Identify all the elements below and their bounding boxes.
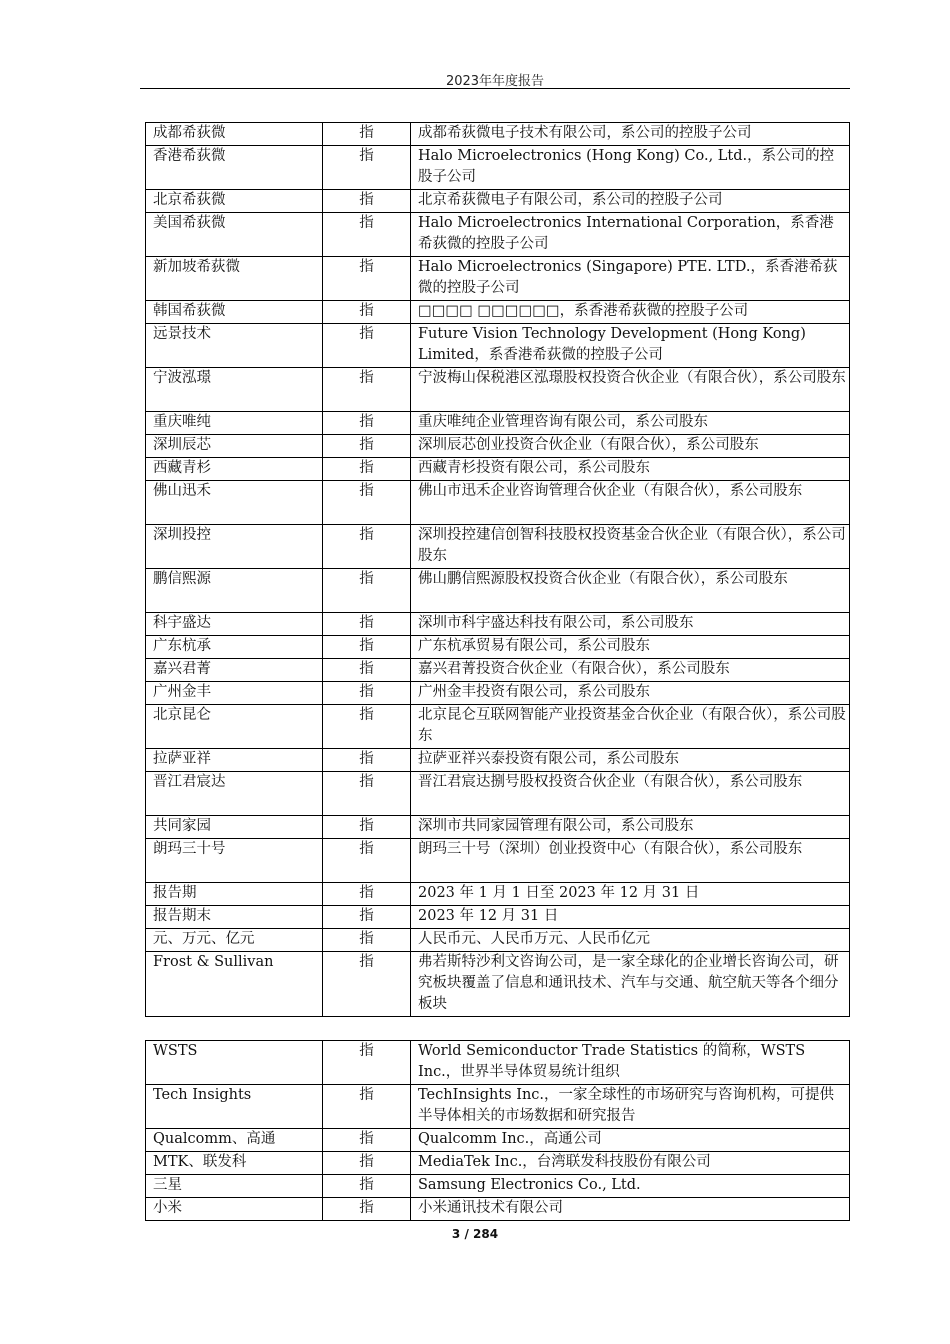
definition-cell: 北京昆仑互联网智能产业投资基金合伙企业（有限合伙），系公司股东 bbox=[411, 705, 850, 749]
term-cell: WSTS bbox=[146, 1041, 323, 1085]
refers-to-cell: 指 bbox=[323, 682, 411, 705]
term-cell: 深圳辰芯 bbox=[146, 435, 323, 458]
refers-to-cell: 指 bbox=[323, 123, 411, 146]
definition-cell: 北京希荻微电子有限公司，系公司的控股子公司 bbox=[411, 190, 850, 213]
table-row bbox=[146, 257, 850, 301]
table-row bbox=[146, 190, 850, 213]
table-row bbox=[146, 525, 850, 569]
refers-to-cell: 指 bbox=[323, 213, 411, 257]
definition-cell: 朗玛三十号（深圳）创业投资中心（有限合伙），系公司股东 bbox=[411, 839, 850, 883]
refers-to-cell: 指 bbox=[323, 1129, 411, 1152]
term-cell: 报告期 bbox=[146, 883, 323, 906]
table-row bbox=[146, 659, 850, 682]
table-row bbox=[146, 569, 850, 613]
definition-cell: 成都希荻微电子技术有限公司，系公司的控股子公司 bbox=[411, 123, 850, 146]
term-cell: Frost & Sullivan bbox=[146, 952, 323, 1017]
definition-cell: MediaTek Inc.，台湾联发科技股份有限公司 bbox=[411, 1152, 850, 1175]
definition-cell: 2023 年 12 月 31 日 bbox=[411, 906, 850, 929]
refers-to-cell: 指 bbox=[323, 749, 411, 772]
definition-cell: 晋江君宸达捌号股权投资合伙企业（有限合伙），系公司股东 bbox=[411, 772, 850, 816]
definition-cell: 广东杭承贸易有限公司，系公司股东 bbox=[411, 636, 850, 659]
table-row bbox=[146, 368, 850, 412]
refers-to-cell: 指 bbox=[323, 301, 411, 324]
refers-to-cell: 指 bbox=[323, 613, 411, 636]
page-header: 2023年年度报告 bbox=[445, 74, 545, 89]
term-cell: 新加坡希荻微 bbox=[146, 257, 323, 301]
refers-to-cell: 指 bbox=[323, 458, 411, 481]
term-cell: 朗玛三十号 bbox=[146, 839, 323, 883]
definition-cell: Future Vision Technology Development (Hong Kong) Limited，系香港希荻微的控股子公司 bbox=[411, 324, 850, 368]
term-cell: 三星 bbox=[146, 1175, 323, 1198]
header-rule bbox=[140, 88, 850, 89]
refers-to-cell: 指 bbox=[323, 705, 411, 749]
table-row bbox=[146, 213, 850, 257]
refers-to-cell: 指 bbox=[323, 368, 411, 412]
refers-to-cell: 指 bbox=[323, 324, 411, 368]
term-cell: 韩国希荻微 bbox=[146, 301, 323, 324]
table-row bbox=[146, 929, 850, 952]
refers-to-cell: 指 bbox=[323, 1175, 411, 1198]
term-cell: 深圳投控 bbox=[146, 525, 323, 569]
definition-cell: Halo Microelectronics (Singapore) PTE. LTD.，系香港希荻微的控股子公司 bbox=[411, 257, 850, 301]
table-row bbox=[146, 1152, 850, 1175]
refers-to-cell: 指 bbox=[323, 1085, 411, 1129]
definition-cell: 深圳投控建信创智科技股权投资基金合伙企业（有限合伙），系公司股东 bbox=[411, 525, 850, 569]
term-cell: MTK、联发科 bbox=[146, 1152, 323, 1175]
definition-cell: Qualcomm Inc.，高通公司 bbox=[411, 1129, 850, 1152]
table-row bbox=[146, 435, 850, 458]
refers-to-cell: 指 bbox=[323, 1198, 411, 1221]
definition-cell: 深圳市科宇盛达科技有限公司，系公司股东 bbox=[411, 613, 850, 636]
definition-cell: 佛山鹏信熙源股权投资合伙企业（有限合伙），系公司股东 bbox=[411, 569, 850, 613]
definition-cell: 拉萨亚祥兴泰投资有限公司，系公司股东 bbox=[411, 749, 850, 772]
definitions-table-continued bbox=[145, 1040, 850, 1221]
definition-cell: 深圳辰芯创业投资合伙企业（有限合伙），系公司股东 bbox=[411, 435, 850, 458]
table-row bbox=[146, 1198, 850, 1221]
refers-to-cell: 指 bbox=[323, 883, 411, 906]
definition-cell: 2023 年 1 月 1 日至 2023 年 12 月 31 日 bbox=[411, 883, 850, 906]
term-cell: 拉萨亚祥 bbox=[146, 749, 323, 772]
refers-to-cell: 指 bbox=[323, 146, 411, 190]
table-row bbox=[146, 1041, 850, 1085]
definition-cell: 佛山市迅禾企业咨询管理合伙企业（有限合伙），系公司股东 bbox=[411, 481, 850, 525]
term-cell: 北京昆仑 bbox=[146, 705, 323, 749]
refers-to-cell: 指 bbox=[323, 839, 411, 883]
table-row bbox=[146, 481, 850, 525]
term-cell: 广东杭承 bbox=[146, 636, 323, 659]
refers-to-cell: 指 bbox=[323, 906, 411, 929]
table-row bbox=[146, 146, 850, 190]
refers-to-cell: 指 bbox=[323, 190, 411, 213]
table-row bbox=[146, 1129, 850, 1152]
table-row bbox=[146, 1175, 850, 1198]
definition-cell: 小米通讯技术有限公司 bbox=[411, 1198, 850, 1221]
refers-to-cell: 指 bbox=[323, 412, 411, 435]
table-row bbox=[146, 301, 850, 324]
refers-to-cell: 指 bbox=[323, 1041, 411, 1085]
definition-cell: 重庆唯纯企业管理咨询有限公司，系公司股东 bbox=[411, 412, 850, 435]
table-row bbox=[146, 705, 850, 749]
term-cell: Tech Insights bbox=[146, 1085, 323, 1129]
table-row bbox=[146, 839, 850, 883]
page-number: 3 / 284 bbox=[451, 1227, 499, 1241]
definition-cell: 西藏青杉投资有限公司，系公司股东 bbox=[411, 458, 850, 481]
definition-cell: 广州金丰投资有限公司，系公司股东 bbox=[411, 682, 850, 705]
table-row bbox=[146, 906, 850, 929]
definition-cell: Samsung Electronics Co., Ltd. bbox=[411, 1175, 850, 1198]
term-cell: 成都希荻微 bbox=[146, 123, 323, 146]
table-row bbox=[146, 772, 850, 816]
term-cell: 嘉兴君菁 bbox=[146, 659, 323, 682]
definition-cell: 人民币元、人民币万元、人民币亿元 bbox=[411, 929, 850, 952]
refers-to-cell: 指 bbox=[323, 929, 411, 952]
table-row bbox=[146, 123, 850, 146]
term-cell: 小米 bbox=[146, 1198, 323, 1221]
refers-to-cell: 指 bbox=[323, 569, 411, 613]
term-cell: 重庆唯纯 bbox=[146, 412, 323, 435]
definition-cell: □□□□ □□□□□□，系香港希荻微的控股子公司 bbox=[411, 301, 850, 324]
term-cell: 报告期末 bbox=[146, 906, 323, 929]
term-cell: Qualcomm、高通 bbox=[146, 1129, 323, 1152]
refers-to-cell: 指 bbox=[323, 257, 411, 301]
refers-to-cell: 指 bbox=[323, 952, 411, 1017]
definition-cell: Halo Microelectronics International Corporation，系香港希荻微的控股子公司 bbox=[411, 213, 850, 257]
table-row bbox=[146, 883, 850, 906]
term-cell: 香港希荻微 bbox=[146, 146, 323, 190]
refers-to-cell: 指 bbox=[323, 816, 411, 839]
table-row bbox=[146, 412, 850, 435]
refers-to-cell: 指 bbox=[323, 481, 411, 525]
term-cell: 宁波泓璟 bbox=[146, 368, 323, 412]
term-cell: 科宇盛达 bbox=[146, 613, 323, 636]
table-row bbox=[146, 682, 850, 705]
refers-to-cell: 指 bbox=[323, 659, 411, 682]
definition-cell: 弗若斯特沙利文咨询公司，是一家全球化的企业增长咨询公司，研究板块覆盖了信息和通讯技术、汽车与交通、航空航天等各个细分板块 bbox=[411, 952, 850, 1017]
definition-cell: 嘉兴君菁投资合伙企业（有限合伙），系公司股东 bbox=[411, 659, 850, 682]
table-row bbox=[146, 749, 850, 772]
table-row bbox=[146, 816, 850, 839]
term-cell: 北京希荻微 bbox=[146, 190, 323, 213]
term-cell: 广州金丰 bbox=[146, 682, 323, 705]
term-cell: 远景技术 bbox=[146, 324, 323, 368]
term-cell: 鹏信熙源 bbox=[146, 569, 323, 613]
table-row bbox=[146, 324, 850, 368]
term-cell: 晋江君宸达 bbox=[146, 772, 323, 816]
term-cell: 共同家园 bbox=[146, 816, 323, 839]
definition-cell: World Semiconductor Trade Statistics 的简称，WSTS Inc.，世界半导体贸易统计组织 bbox=[411, 1041, 850, 1085]
definition-cell: TechInsights Inc.，一家全球性的市场研究与咨询机构，可提供半导体相关的市场数据和研究报告 bbox=[411, 1085, 850, 1129]
table-row bbox=[146, 458, 850, 481]
table-row bbox=[146, 613, 850, 636]
refers-to-cell: 指 bbox=[323, 435, 411, 458]
term-cell: 元、万元、亿元 bbox=[146, 929, 323, 952]
table-row bbox=[146, 636, 850, 659]
definitions-table bbox=[145, 122, 850, 1017]
refers-to-cell: 指 bbox=[323, 1152, 411, 1175]
table-row bbox=[146, 1085, 850, 1129]
definition-cell: Halo Microelectronics (Hong Kong) Co., Ltd.，系公司的控股子公司 bbox=[411, 146, 850, 190]
definition-cell: 深圳市共同家园管理有限公司，系公司股东 bbox=[411, 816, 850, 839]
term-cell: 佛山迅禾 bbox=[146, 481, 323, 525]
table-row bbox=[146, 952, 850, 1017]
refers-to-cell: 指 bbox=[323, 636, 411, 659]
definition-cell: 宁波梅山保税港区泓璟股权投资合伙企业（有限合伙），系公司股东 bbox=[411, 368, 850, 412]
refers-to-cell: 指 bbox=[323, 772, 411, 816]
refers-to-cell: 指 bbox=[323, 525, 411, 569]
term-cell: 西藏青杉 bbox=[146, 458, 323, 481]
term-cell: 美国希荻微 bbox=[146, 213, 323, 257]
